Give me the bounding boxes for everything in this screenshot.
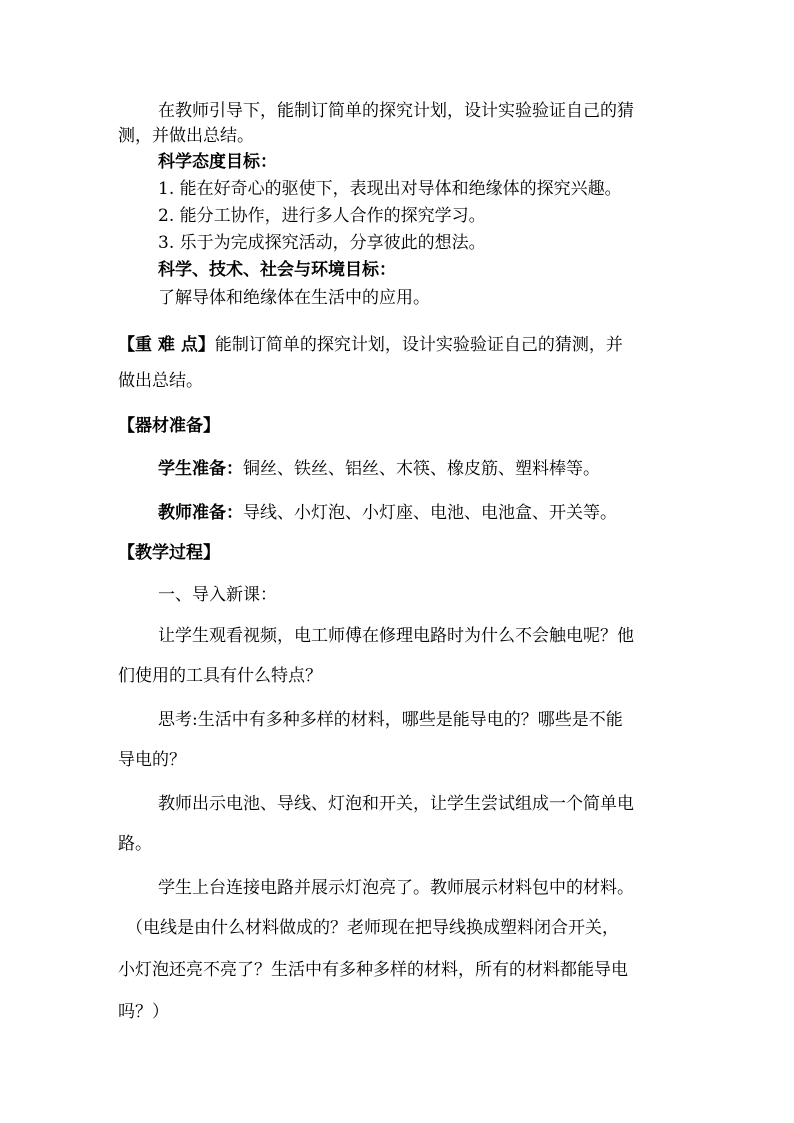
subsection-heading: 一、导入新课：: [158, 585, 277, 605]
key-points-label: 【重 难 点】: [118, 335, 215, 355]
list-item: 3. 乐于为完成探究活动，分享彼此的想法。: [158, 233, 486, 253]
paragraph-line: 了解导体和绝缘体在生活中的应用。: [158, 288, 430, 308]
key-points-line: [118, 337, 623, 354]
paragraph-line: 路。: [118, 834, 152, 854]
student-label: 学生准备：: [158, 459, 243, 479]
section-heading: 【教学过程】: [118, 543, 220, 563]
student-materials: [158, 461, 600, 478]
paragraph-line: 在教师引导下，能制订简单的探究计划，设计实验验证自己的猜: [158, 101, 634, 121]
paragraph-line: 导电的？: [118, 750, 186, 770]
key-points-text: 能制订简单的探究计划，设计实验验证自己的猜测，并: [214, 335, 623, 355]
paragraph-line: 吗？）: [118, 1002, 169, 1022]
section-heading: 科学态度目标：: [158, 152, 277, 172]
list-item: 2. 能分工协作，进行多人合作的探究学习。: [158, 206, 486, 226]
paragraph-line: 学生上台连接电路并展示灯泡亮了。教师展示材料包中的材料。: [158, 878, 634, 898]
paragraph-line: 思考:生活中有多种多样的材料，哪些是能导电的？哪些是不能: [158, 710, 623, 730]
paragraph-line: （电线是由什么材料做成的？老师现在把导线换成塑料闭合开关，: [126, 918, 619, 938]
paragraph-line: 做出总结。: [118, 371, 203, 391]
paragraph-line: 让学生观看视频，电工师傅在修理电路时为什么不会触电呢？他: [158, 626, 634, 646]
teacher-materials: [158, 505, 617, 522]
teacher-label: 教师准备：: [158, 503, 243, 523]
list-item: 1. 能在好奇心的驱使下，表现出对导体和绝缘体的探究兴趣。: [158, 179, 622, 199]
section-heading: 科学、技术、社会与环境目标：: [158, 260, 396, 280]
paragraph-line: 们使用的工具有什么特点？: [118, 666, 322, 686]
student-items: 铜丝、铁丝、铝丝、木筷、橡皮筋、塑料棒等。: [243, 459, 600, 479]
section-heading: 【器材准备】: [118, 416, 220, 436]
teacher-items: 导线、小灯泡、小灯座、电池、电池盒、开关等。: [243, 503, 617, 523]
paragraph-line: 测，并做出总结。: [118, 126, 254, 146]
paragraph-line: 教师出示电池、导线、灯泡和开关，让学生尝试组成一个简单电: [158, 794, 634, 814]
paragraph-line: 小灯泡还亮不亮了？生活中有多种多样的材料，所有的材料都能导电: [118, 960, 628, 980]
